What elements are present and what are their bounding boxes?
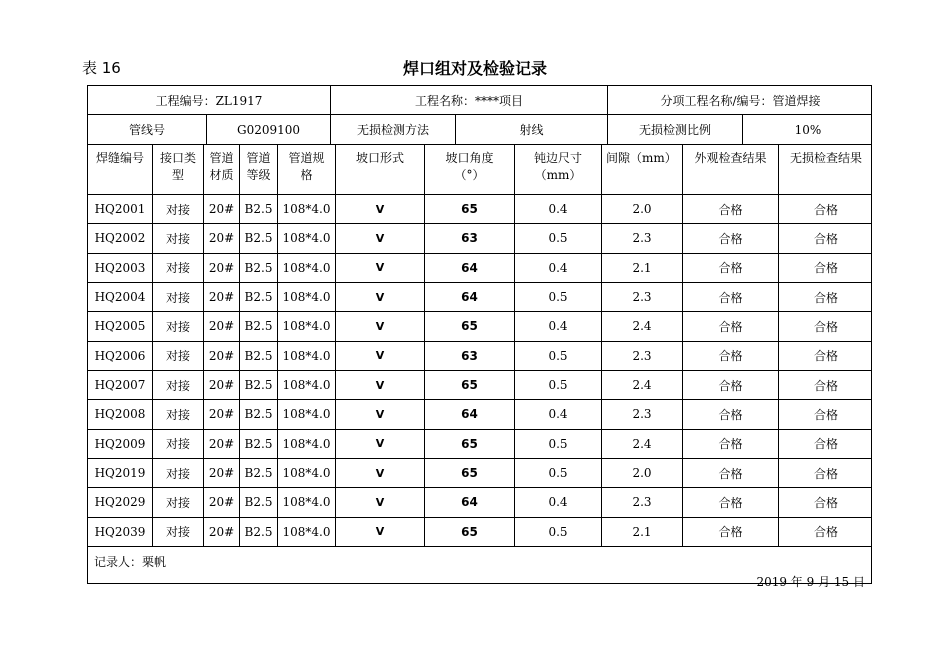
footer-row [88, 547, 871, 589]
ndt-ratio-label: 无损检测比例 [608, 115, 743, 144]
cell-groove-form: V [336, 254, 425, 282]
cell-pipe-material: 20# [204, 518, 240, 546]
table-row [88, 283, 871, 312]
cell-groove-angle: 65 [425, 195, 515, 223]
cell-ndt-result: 合格 [813, 202, 838, 217]
cell-groove-form: V [336, 459, 425, 487]
cell-gap: 2.3 [602, 342, 683, 370]
cell-gap: 2.1 [602, 254, 683, 282]
cell-blunt-edge: 0.5 [515, 283, 602, 311]
cell-groove-form: V [336, 283, 425, 311]
table-row [88, 371, 871, 400]
cell-pipe-spec: 108*4.0 [278, 459, 336, 487]
cell-pipe-grade: B2.5 [240, 430, 278, 458]
col-visual-result: 外观检查结果 [683, 145, 779, 194]
col-weld-no: 焊缝编号 [88, 145, 153, 194]
cell-blunt-edge: 0.5 [515, 459, 602, 487]
cell-groove-angle: 65 [425, 459, 515, 487]
cell-visual-result: 合格 [683, 518, 779, 546]
cell-visual-result: 合格 [683, 224, 779, 252]
cell-groove-angle: 63 [425, 342, 515, 370]
cell-pipe-grade: B2.5 [240, 312, 278, 340]
column-header-row [88, 145, 871, 195]
cell-joint-type: 对接 [153, 518, 204, 546]
cell-gap: 2.0 [602, 195, 683, 223]
info-row-pipeline [88, 115, 871, 145]
pipeline-value: G0209100 [207, 115, 331, 144]
col-pipe-material: 管道材质 [204, 145, 240, 194]
table-row [88, 518, 871, 547]
cell-pipe-material: 20# [204, 430, 240, 458]
project-number: 工程编号：ZL1917 [88, 86, 331, 114]
cell-joint-type: 对接 [153, 430, 204, 458]
cell-groove-form: V [336, 224, 425, 252]
cell-ndt-result: 合格 [813, 407, 838, 422]
cell-pipe-spec: 108*4.0 [278, 195, 336, 223]
cell-groove-form: V [336, 430, 425, 458]
info-row-project [88, 86, 871, 115]
cell-blunt-edge: 0.4 [515, 488, 602, 516]
cell-weld-no: HQ2019 [88, 459, 153, 487]
cell-blunt-edge: 0.4 [515, 195, 602, 223]
cell-blunt-edge: 0.5 [515, 342, 602, 370]
cell-weld-no: HQ2004 [88, 283, 153, 311]
cell-pipe-grade: B2.5 [240, 518, 278, 546]
col-blunt-edge: 钝边尺寸（mm） [515, 145, 602, 194]
cell-pipe-material: 20# [204, 488, 240, 516]
ndt-method-value: 射线 [456, 115, 608, 144]
cell-pipe-material: 20# [204, 312, 240, 340]
cell-joint-type: 对接 [153, 312, 204, 340]
cell-gap: 2.4 [602, 312, 683, 340]
cell-groove-form: V [336, 518, 425, 546]
cell-ndt-result: 合格 [813, 495, 838, 510]
cell-pipe-spec: 108*4.0 [278, 400, 336, 428]
sub-project-name: 分项工程名称/编号：管道焊接 [660, 93, 821, 108]
cell-joint-type: 对接 [153, 342, 204, 370]
cell-weld-no: HQ2008 [88, 400, 153, 428]
cell-blunt-edge: 0.5 [515, 518, 602, 546]
cell-ndt-result: 合格 [813, 261, 838, 276]
table-row [88, 195, 871, 224]
cell-blunt-edge: 0.5 [515, 430, 602, 458]
cell-weld-no: HQ2009 [88, 430, 153, 458]
cell-blunt-edge: 0.5 [515, 371, 602, 399]
cell-weld-no: HQ2005 [88, 312, 153, 340]
cell-weld-no: HQ2001 [88, 195, 153, 223]
cell-groove-form: V [336, 195, 425, 223]
cell-joint-type: 对接 [153, 254, 204, 282]
cell-pipe-material: 20# [204, 400, 240, 428]
cell-groove-form: V [336, 342, 425, 370]
cell-pipe-spec: 108*4.0 [278, 283, 336, 311]
cell-ndt-result: 合格 [813, 290, 838, 305]
cell-visual-result: 合格 [683, 342, 779, 370]
cell-joint-type: 对接 [153, 224, 204, 252]
cell-pipe-material: 20# [204, 342, 240, 370]
cell-visual-result: 合格 [683, 254, 779, 282]
cell-pipe-grade: B2.5 [240, 488, 278, 516]
cell-groove-angle: 65 [425, 371, 515, 399]
cell-groove-angle: 64 [425, 254, 515, 282]
cell-pipe-material: 20# [204, 254, 240, 282]
cell-pipe-spec: 108*4.0 [278, 430, 336, 458]
cell-weld-no: HQ2006 [88, 342, 153, 370]
table-row [88, 312, 871, 341]
col-joint-type: 接口类型 [153, 145, 204, 194]
cell-groove-form: V [336, 312, 425, 340]
cell-weld-no: HQ2003 [88, 254, 153, 282]
cell-pipe-material: 20# [204, 459, 240, 487]
table-row [88, 254, 871, 283]
table-row [88, 342, 871, 371]
ndt-method-label: 无损检测方法 [331, 115, 456, 144]
cell-pipe-grade: B2.5 [240, 371, 278, 399]
cell-groove-angle: 64 [425, 283, 515, 311]
table-number: 表 16 [82, 59, 121, 77]
cell-groove-angle: 63 [425, 224, 515, 252]
col-groove-form: 坡口形式 [336, 145, 425, 194]
cell-blunt-edge: 0.4 [515, 400, 602, 428]
cell-gap: 2.3 [602, 224, 683, 252]
cell-ndt-result: 合格 [813, 349, 838, 364]
cell-pipe-grade: B2.5 [240, 224, 278, 252]
cell-joint-type: 对接 [153, 283, 204, 311]
cell-visual-result: 合格 [683, 371, 779, 399]
cell-pipe-grade: B2.5 [240, 342, 278, 370]
cell-visual-result: 合格 [683, 283, 779, 311]
col-gap: 间隙（mm） [602, 145, 683, 194]
cell-pipe-spec: 108*4.0 [278, 518, 336, 546]
cell-joint-type: 对接 [153, 371, 204, 399]
cell-groove-form: V [336, 400, 425, 428]
table-row [88, 488, 871, 517]
cell-pipe-spec: 108*4.0 [278, 488, 336, 516]
col-ndt-result: 无损检查结果 [789, 151, 862, 165]
record-date: 2019 年 9 月 15 日 [756, 575, 865, 589]
cell-groove-angle: 65 [425, 518, 515, 546]
cell-blunt-edge: 0.5 [515, 224, 602, 252]
cell-groove-form: V [336, 371, 425, 399]
project-name: 工程名称：****项目 [331, 86, 608, 114]
cell-pipe-spec: 108*4.0 [278, 224, 336, 252]
cell-pipe-spec: 108*4.0 [278, 371, 336, 399]
cell-gap: 2.1 [602, 518, 683, 546]
cell-weld-no: HQ2029 [88, 488, 153, 516]
cell-gap: 2.4 [602, 371, 683, 399]
cell-ndt-result: 合格 [813, 231, 838, 246]
cell-pipe-grade: B2.5 [240, 400, 278, 428]
cell-pipe-material: 20# [204, 283, 240, 311]
cell-pipe-material: 20# [204, 224, 240, 252]
cell-pipe-grade: B2.5 [240, 195, 278, 223]
cell-joint-type: 对接 [153, 400, 204, 428]
cell-visual-result: 合格 [683, 488, 779, 516]
cell-blunt-edge: 0.4 [515, 254, 602, 282]
cell-pipe-spec: 108*4.0 [278, 254, 336, 282]
cell-groove-angle: 65 [425, 312, 515, 340]
col-pipe-spec: 管道规格 [278, 145, 336, 194]
cell-ndt-result: 合格 [813, 437, 838, 452]
document-title: 焊口组对及检验记录 [402, 59, 547, 78]
cell-groove-angle: 64 [425, 400, 515, 428]
inspection-record-table [87, 85, 872, 589]
cell-gap: 2.0 [602, 459, 683, 487]
cell-gap: 2.3 [602, 488, 683, 516]
cell-pipe-grade: B2.5 [240, 283, 278, 311]
cell-gap: 2.3 [602, 400, 683, 428]
cell-ndt-result: 合格 [813, 466, 838, 481]
table-row [88, 400, 871, 429]
cell-ndt-result: 合格 [813, 378, 838, 393]
cell-ndt-result: 合格 [813, 525, 838, 540]
cell-weld-no: HQ2039 [88, 518, 153, 546]
cell-visual-result: 合格 [683, 459, 779, 487]
cell-weld-no: HQ2002 [88, 224, 153, 252]
col-pipe-grade: 管道等级 [240, 145, 278, 194]
cell-weld-no: HQ2007 [88, 371, 153, 399]
cell-visual-result: 合格 [683, 400, 779, 428]
cell-pipe-material: 20# [204, 371, 240, 399]
cell-pipe-spec: 108*4.0 [278, 312, 336, 340]
cell-visual-result: 合格 [683, 195, 779, 223]
table-row [88, 224, 871, 253]
cell-visual-result: 合格 [683, 430, 779, 458]
pipeline-label: 管线号 [88, 115, 207, 144]
cell-groove-form: V [336, 488, 425, 516]
cell-pipe-spec: 108*4.0 [278, 342, 336, 370]
cell-gap: 2.3 [602, 283, 683, 311]
cell-pipe-grade: B2.5 [240, 459, 278, 487]
cell-pipe-grade: B2.5 [240, 254, 278, 282]
table-row [88, 430, 871, 459]
cell-blunt-edge: 0.4 [515, 312, 602, 340]
cell-gap: 2.4 [602, 430, 683, 458]
table-row [88, 459, 871, 488]
cell-joint-type: 对接 [153, 488, 204, 516]
cell-ndt-result: 合格 [813, 319, 838, 334]
ndt-ratio-value: 10% [794, 122, 822, 137]
cell-joint-type: 对接 [153, 195, 204, 223]
cell-visual-result: 合格 [683, 312, 779, 340]
recorder: 记录人：栗帆 [94, 555, 167, 569]
cell-joint-type: 对接 [153, 459, 204, 487]
cell-groove-angle: 65 [425, 430, 515, 458]
col-groove-angle: 坡口角度（°） [425, 145, 515, 194]
cell-pipe-material: 20# [204, 195, 240, 223]
cell-groove-angle: 64 [425, 488, 515, 516]
